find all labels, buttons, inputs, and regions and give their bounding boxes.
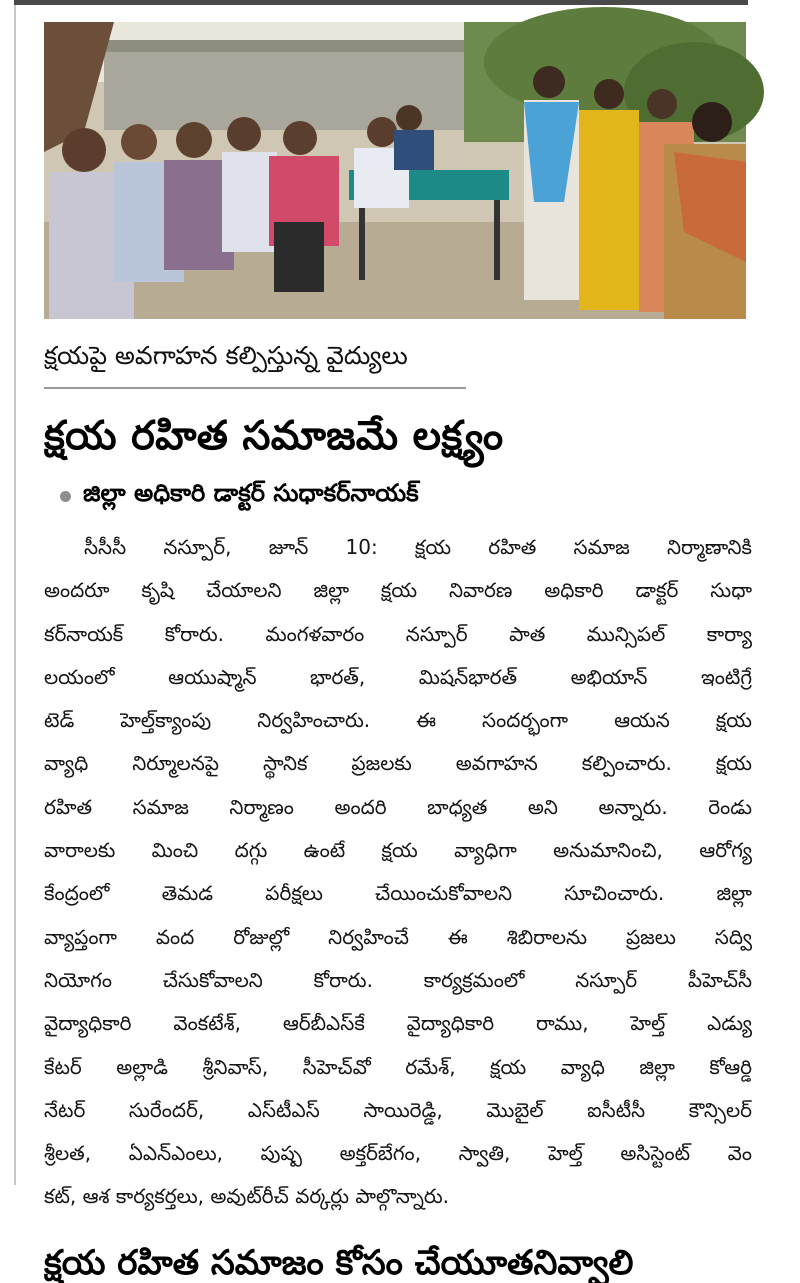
body-line: వ్యాప్తంగా వంద రోజుల్లో నిర్వహించే ఈ శిబిరాలను ప్రజలు సద్వి <box>44 924 752 949</box>
body-line: నేటర్ సురేందర్, ఎస్‌టీఎస్ సాయిరెడ్డి, మొబైల్ ఐసీటీసీ కౌన్సిలర్ <box>44 1097 752 1122</box>
body-line: రహిత సమాజ నిర్మాణం అందరి బాధ్యత అని అన్నారు. రెండు <box>44 794 752 819</box>
body-line: టెడ్ హెల్త్‌క్యాంపు నిర్వహించారు. ఈ సందర్భంగా ఆయన క్షయ <box>44 708 752 733</box>
column-divider <box>14 5 16 1185</box>
photo-illustration <box>44 22 746 319</box>
body-line: నియోగం చేసుకోవాలని కోరారు. కార్యక్రమంలో నస్పూర్ పీహెచ్‌సీ <box>44 967 752 992</box>
top-rule <box>14 0 748 5</box>
caption-underline <box>44 387 466 389</box>
body-line: వ్యాధి నిర్మూలనపై స్థానిక ప్రజలకు అవగాహన కల్పించారు. క్షయ <box>44 751 752 776</box>
body-line: శ్రీలత, ఏఎన్ఎంలు, పుష్ప అక్తర్‌బేగం, స్వాతి, హెల్త్ అసిస్టెంట్ వెం <box>44 1141 752 1166</box>
subhead-text: జిల్లా అధికారి డాక్టర్ సుధాకర్‌నాయక్ <box>83 479 419 507</box>
body-line: సీసీసీ నస్పూర్, జూన్ 10: క్షయ రహిత సమాజ నిర్మాణానికి <box>84 535 752 559</box>
body-line: అందరూ కృషి చేయాలని జిల్లా క్షయ నివారణ అధికారి డాక్టర్ సుధా <box>44 578 752 603</box>
article-body <box>44 526 752 1219</box>
body-line: కేటర్ అల్లాడి శ్రీనివాస్, సీహెచ్‌వో రమేశ్, క్షయ వ్యాధి జిల్లా కోఆర్డి <box>44 1054 752 1079</box>
body-line: కర్‌నాయక్ కోరారు. మంగళవారం నస్పూర్ పాత మున్సిపల్ కార్యా <box>44 621 752 646</box>
news-photo <box>44 22 746 319</box>
bullet-icon <box>60 491 71 502</box>
body-line: లయంలో ఆయుష్మాన్ భారత్, మిషన్‌భారత్ అభియాన్ ఇంటిగ్రే <box>44 664 752 689</box>
article-headline: క్షయ రహిత సమాజమే లక్ష్యం <box>44 413 504 459</box>
photo-caption: క్షయపై అవగాహన కల్పిస్తున్న వైద్యులు <box>44 341 408 370</box>
body-line: కేంద్రంలో తెమడ పరీక్షలు చేయించుకోవాలని సూచించారు. జిల్లా <box>44 881 752 906</box>
article-subhead <box>44 476 764 516</box>
body-line: వారాలకు మించి దగ్గు ఉంటే క్షయ వ్యాధిగా అనుమానించి, ఆరోగ్య <box>44 838 752 863</box>
next-article-headline <box>44 1243 684 1283</box>
body-line: వైద్యాధికారి వెంకటేశ్, ఆర్‌బీఎస్‌కే వైద్యాధికారి రాము, హెల్త్ ఎడ్యు <box>44 1011 752 1036</box>
body-line: కట్, ఆశ కార్యకర్తలు, అవుట్‌రీచ్ వర్కర్లు పాల్గొన్నారు. <box>44 1184 449 1209</box>
next-article-headline-text: క్షయ రహిత సమాజం కోసం చేయూతనివ్వాలి <box>44 1243 634 1283</box>
